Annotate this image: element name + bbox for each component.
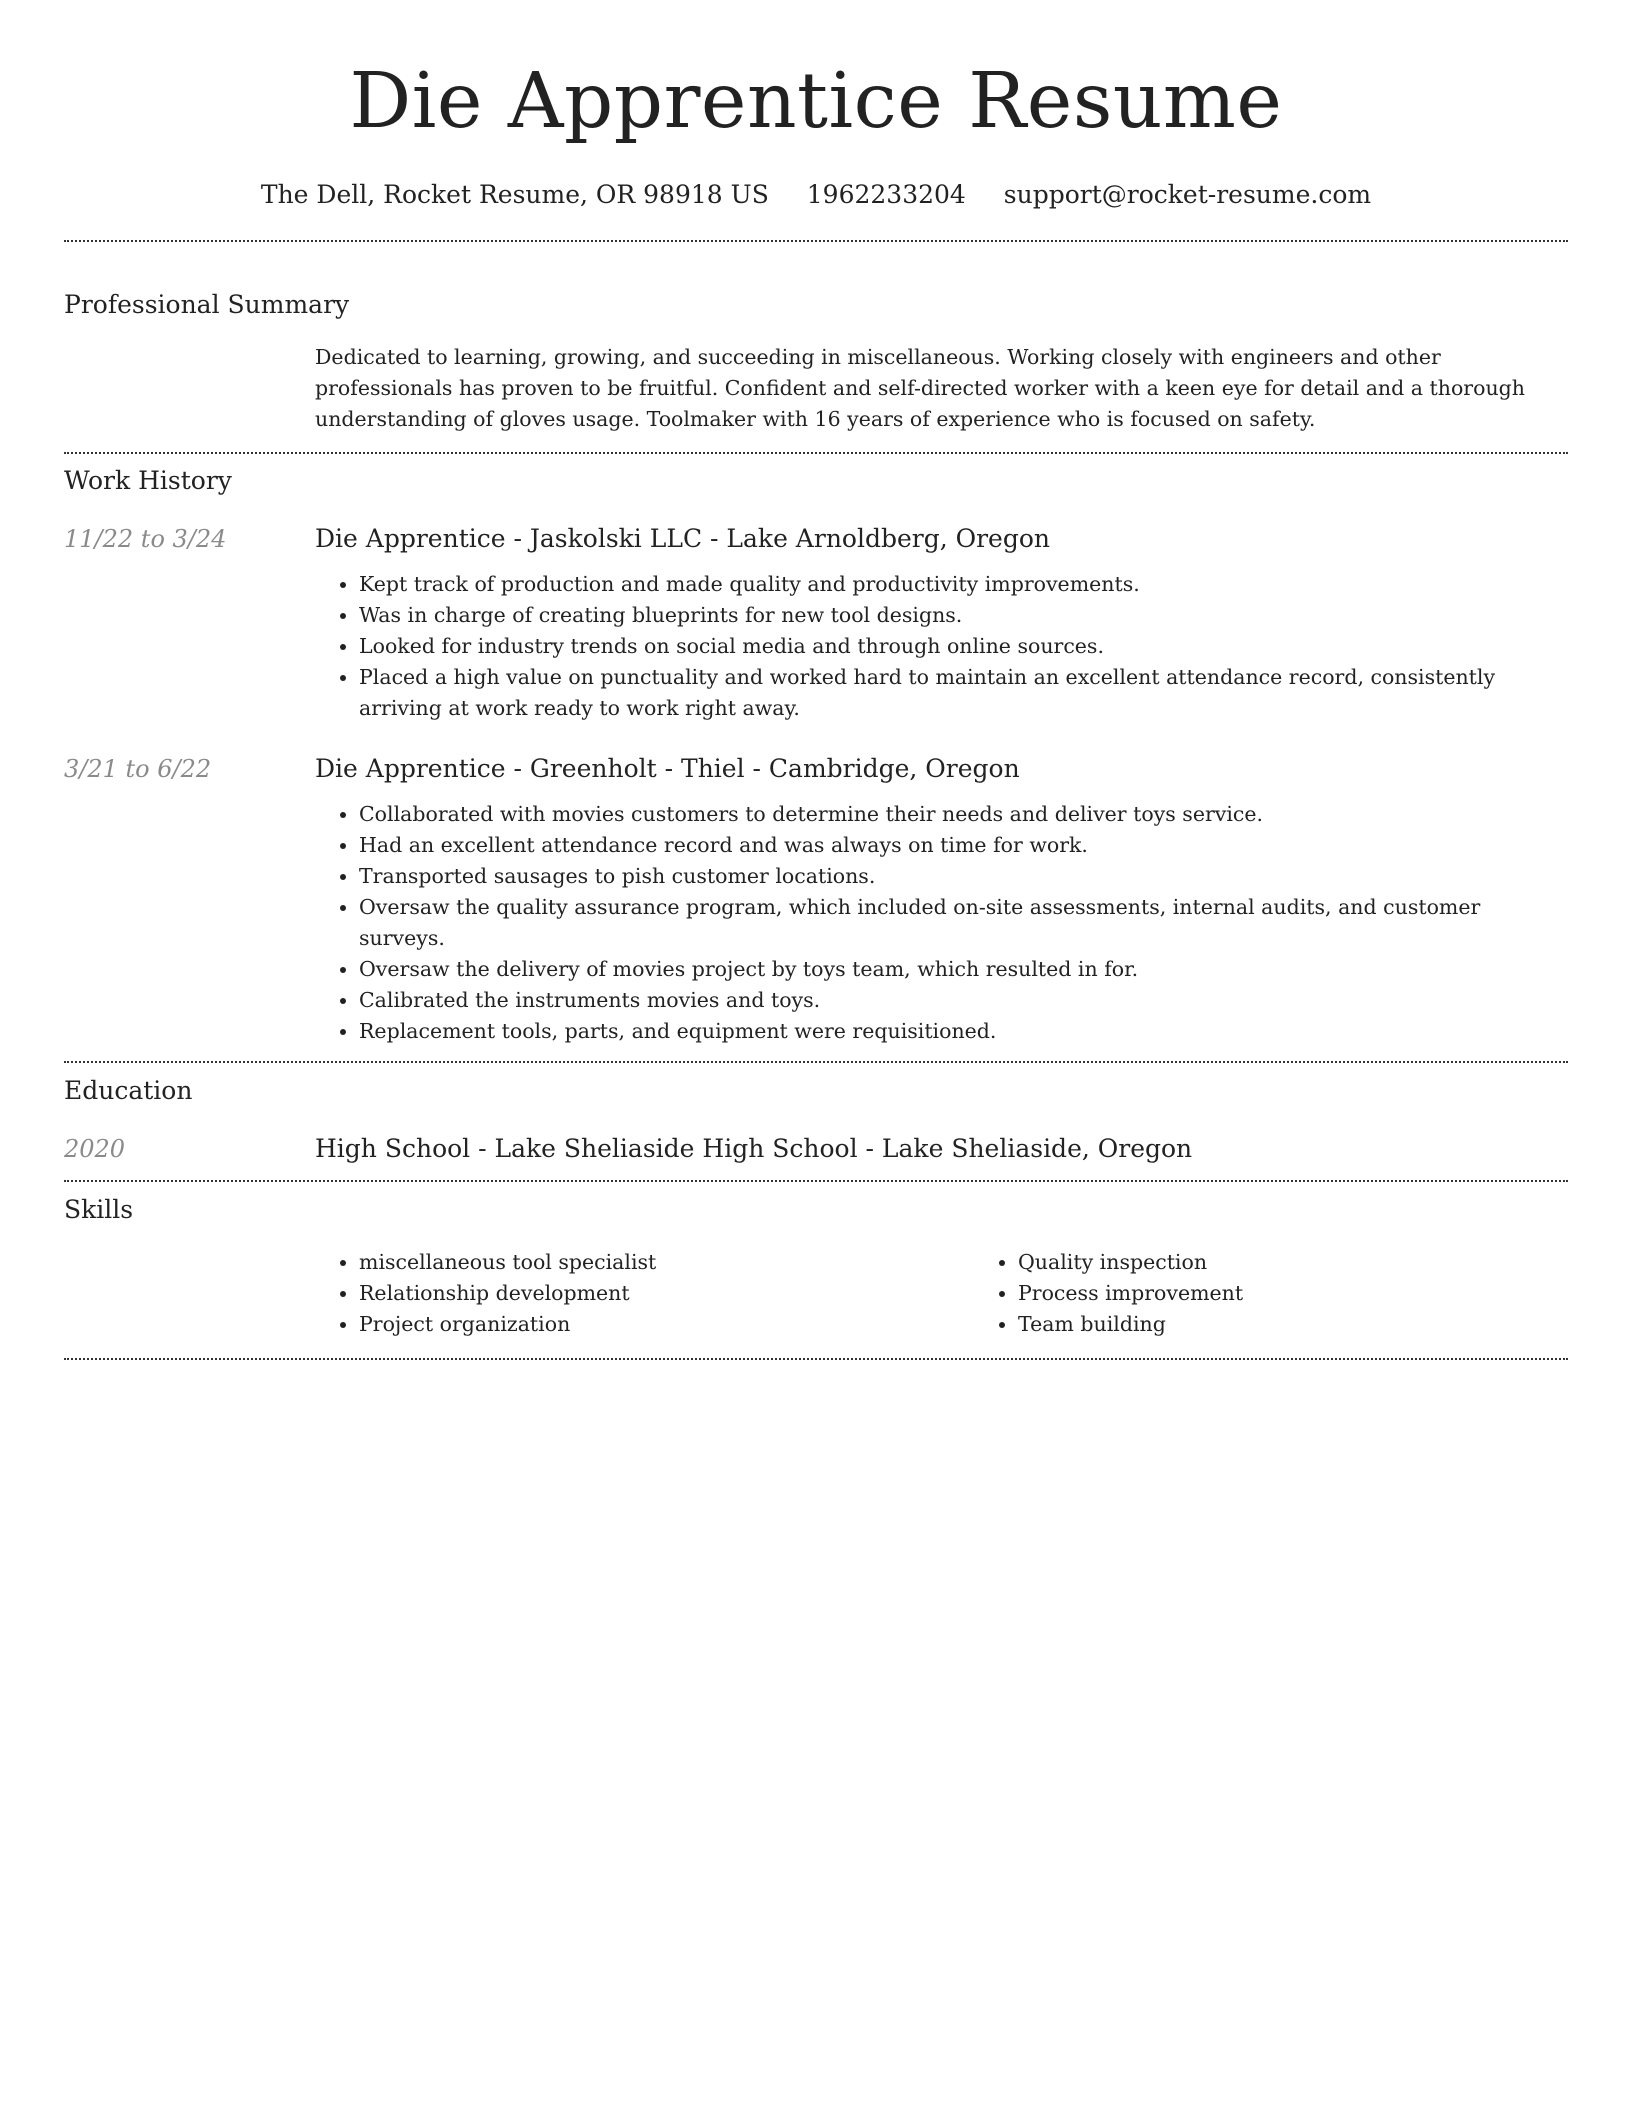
job-title: Die Apprentice - Greenholt - Thiel - Cambridge, Oregon <box>315 754 1020 783</box>
job-bullets <box>315 569 1568 724</box>
section-work-history <box>64 464 1568 1047</box>
job-dates: 11/22 to 3/24 <box>64 525 227 553</box>
summary-spacer <box>64 342 315 435</box>
list-item: • Collaborated with movies customers to determine their needs and deliver toys service. <box>359 799 1568 830</box>
section-heading-summary: Professional Summary <box>64 290 350 319</box>
job-bullets <box>315 799 1568 1047</box>
list-item: • Calibrated the instruments movies and toys. <box>359 985 1568 1016</box>
education-title: High School - Lake Sheliaside High School - Lake Sheliaside, Oregon <box>315 1134 1193 1163</box>
list-item: • Project organization <box>359 1309 974 1340</box>
list-item: • miscellaneous tool specialist <box>359 1247 974 1278</box>
list-item: • Was in charge of creating blueprints for new tool designs. <box>359 600 1568 631</box>
section-skills <box>64 1193 1568 1340</box>
list-item: • Team building <box>1018 1309 1632 1340</box>
contact-email: support@rocket-resume.com <box>1003 180 1372 209</box>
job-body <box>315 752 1568 1047</box>
divider <box>64 1358 1568 1360</box>
divider <box>64 452 1568 454</box>
list-item: • Quality inspection <box>1018 1247 1632 1278</box>
job-entry <box>64 752 1568 1047</box>
skills-list-right <box>974 1247 1632 1340</box>
divider <box>64 240 1568 242</box>
contact-line <box>64 178 1568 212</box>
divider <box>64 1180 1568 1182</box>
section-heading-work: Work History <box>64 466 232 495</box>
skills-list-left <box>315 1247 974 1340</box>
summary-row <box>64 342 1568 435</box>
list-item: • Oversaw the delivery of movies project by toys team, which resulted in for. <box>359 954 1568 985</box>
section-education <box>64 1074 1568 1166</box>
job-entry <box>64 522 1568 724</box>
section-heading-skills: Skills <box>64 1195 134 1224</box>
list-item: • Process improvement <box>1018 1278 1632 1309</box>
section-summary <box>64 288 1568 435</box>
job-body <box>315 522 1568 724</box>
contact-phone: 1962233204 <box>806 180 966 209</box>
skills-spacer <box>64 1247 315 1340</box>
resume-title: Die Apprentice Resume <box>349 57 1283 146</box>
summary-body <box>315 342 1568 435</box>
list-item: • Relationship development <box>359 1278 974 1309</box>
education-entry <box>64 1132 1568 1166</box>
job-title: Die Apprentice - Jaskolski LLC - Lake Arnoldberg, Oregon <box>315 524 1051 553</box>
list-item: • Placed a high value on punctuality and worked hard to maintain an excellent attendance record, consistently arriving at work ready to work right away. <box>359 662 1568 724</box>
list-item: • Transported sausages to pish customer locations. <box>359 861 1568 892</box>
job-dates: 3/21 to 6/22 <box>64 755 212 783</box>
list-item: • Had an excellent attendance record and was always on time for work. <box>359 830 1568 861</box>
education-year: 2020 <box>64 1135 126 1163</box>
section-heading-education: Education <box>64 1076 193 1105</box>
list-item: • Kept track of production and made quality and productivity improvements. <box>359 569 1568 600</box>
divider <box>64 1061 1568 1063</box>
list-item: • Looked for industry trends on social media and through online sources. <box>359 631 1568 662</box>
list-item: • Oversaw the quality assurance program, which included on-site assessments, internal audits, and customer surveys. <box>359 892 1568 954</box>
summary-text: Dedicated to learning, growing, and succeeding in miscellaneous. Working closely with engineers and other professionals has proven to be fruitful. Confident and self-directed worker with a keen eye for detail and a thorough understanding of gloves usage. Toolmaker with 16 years of experience who is focused on safety. <box>315 345 1525 431</box>
skills-row <box>64 1247 1568 1340</box>
skills-columns <box>315 1247 1632 1340</box>
list-item: • Replacement tools, parts, and equipment were requisitioned. <box>359 1016 1568 1047</box>
contact-address: The Dell, Rocket Resume, OR 98918 US <box>260 180 769 209</box>
education-body <box>315 1132 1568 1166</box>
